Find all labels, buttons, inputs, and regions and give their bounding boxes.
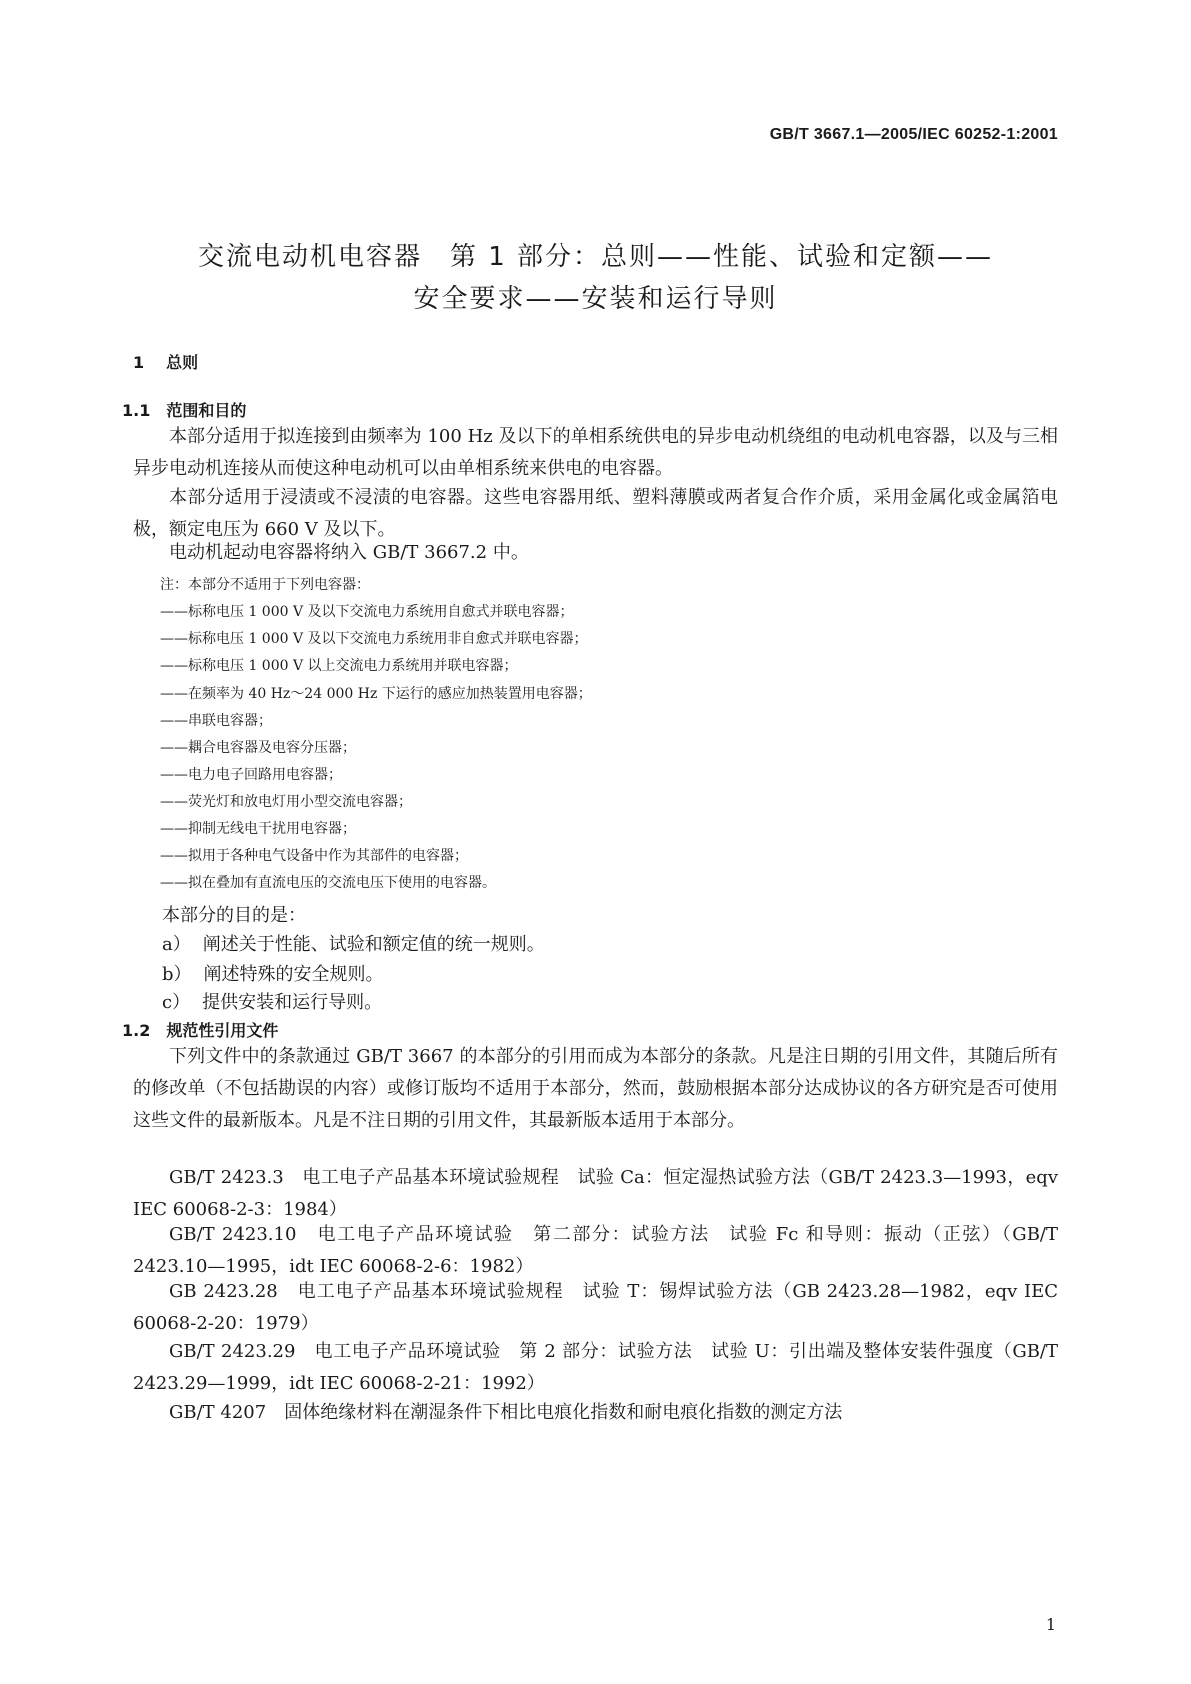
note-item: ——标称电压 1 000 V 及以下交流电力系统用自愈式并联电容器； bbox=[160, 604, 574, 620]
purpose-item-b bbox=[162, 960, 384, 986]
section-1-1-heading bbox=[122, 398, 246, 421]
note-item: ——标称电压 1 000 V 及以下交流电力系统用非自愈式并联电容器； bbox=[160, 631, 588, 647]
purpose-item-c bbox=[162, 988, 382, 1014]
list-text: 提供安装和运行导则。 bbox=[202, 992, 383, 1013]
note-item: ——标称电压 1 000 V 以上交流电力系统用并联电容器； bbox=[160, 658, 518, 674]
section-1-2-heading bbox=[122, 1018, 278, 1041]
reference-item: GB/T 4207 固体绝缘材料在潮湿条件下相比电痕化指数和耐电痕化指数的测定方法 bbox=[169, 1402, 843, 1423]
note-item: ——串联电容器； bbox=[160, 713, 272, 729]
note-item: ——耦合电容器及电容分压器； bbox=[160, 740, 356, 756]
scope-paragraph-1: 本部分适用于拟连接到由频率为 100 Hz 及以下的单相系统供电的异步电动机绕组的电动机电容器，以及与三相异步电动机连接从而使这种电动机可以由单相系统来供电的电容器。 bbox=[133, 426, 1058, 479]
section-title: 范围和目的 bbox=[166, 401, 247, 420]
scope-paragraph-2: 本部分适用于浸渍或不浸渍的电容器。这些电容器用纸、塑料薄膜或两者复合作介质，采用金属化或金属箔电极，额定电压为 660 V 及以下。 bbox=[133, 487, 1058, 540]
references-paragraph: 下列文件中的条款通过 GB/T 3667 的本部分的引用而成为本部分的条款。凡是注日期的引用文件，其随后所有的修改单（不包括勘误的内容）或修订版均不适用于本部分，然而，鼓励根据本部分达成协议的各方研究是否可使用这些文件的最新版本。凡是不注日期的引用文件，其最新版本适用于本部分。 bbox=[133, 1046, 1058, 1131]
section-number: 1.2 bbox=[122, 1021, 151, 1040]
list-label: a） bbox=[162, 934, 191, 955]
section-number: 1 bbox=[133, 353, 145, 372]
scope-paragraph-3: 电动机起动电容器将纳入 GB/T 3667.2 中。 bbox=[169, 542, 529, 563]
purpose-intro: 本部分的目的是： bbox=[162, 905, 306, 926]
note-item: ——电力电子回路用电容器； bbox=[160, 767, 342, 783]
title-line-2: 安全要求——安装和运行导则 bbox=[413, 284, 778, 314]
list-label: c） bbox=[162, 992, 191, 1013]
section-1-heading bbox=[133, 350, 198, 373]
note-item: ——抑制无线电干扰用电容器； bbox=[160, 821, 356, 837]
note-item: ——拟用于各种电气设备中作为其部件的电容器； bbox=[160, 848, 468, 864]
reference-item: GB 2423.28 电工电子产品基本环境试验规程 试验 T：锡焊试验方法（GB 2423.28—1982，eqv IEC 60068-2-20：1979） bbox=[133, 1281, 1058, 1334]
standard-id: GB/T 3667.1—2005/IEC 60252-1:2001 bbox=[769, 126, 1058, 143]
section-title: 总则 bbox=[166, 353, 199, 372]
note-item: ——拟在叠加有直流电压的交流电压下使用的电容器。 bbox=[160, 875, 496, 891]
reference-item: GB/T 2423.29 电工电子产品环境试验 第 2 部分：试验方法 试验 U：引出端及整体安装件强度（GB/T 2423.29—1999，idt IEC 60068-2-21：1992） bbox=[133, 1341, 1058, 1394]
page-number: 1 bbox=[1045, 1615, 1056, 1634]
reference-item: GB/T 2423.10 电工电子产品环境试验 第二部分：试验方法 试验 Fc 和导则：振动（正弦）（GB/T 2423.10—1995，idt IEC 60068-2-6：1982） bbox=[133, 1224, 1058, 1277]
list-label: b） bbox=[162, 964, 192, 985]
list-text: 阐述特殊的安全规则。 bbox=[203, 964, 384, 985]
note-item: ——在频率为 40 Hz～24 000 Hz 下运行的感应加热装置用电容器； bbox=[160, 686, 592, 702]
note-intro: 注：本部分不适用于下列电容器： bbox=[160, 577, 370, 593]
note-item: ——荧光灯和放电灯用小型交流电容器； bbox=[160, 794, 412, 810]
purpose-item-a bbox=[162, 930, 545, 956]
section-number: 1.1 bbox=[122, 401, 151, 420]
section-title: 规范性引用文件 bbox=[166, 1021, 279, 1040]
reference-item: GB/T 2423.3 电工电子产品基本环境试验规程 试验 Ca：恒定湿热试验方法（GB/T 2423.3—1993，eqv IEC 60068-2-3：1984） bbox=[133, 1167, 1058, 1220]
title-line-1: 交流电动机电容器 第 1 部分：总则——性能、试验和定额—— bbox=[197, 242, 994, 272]
list-text: 阐述关于性能、试验和额定值的统一规则。 bbox=[202, 934, 545, 955]
